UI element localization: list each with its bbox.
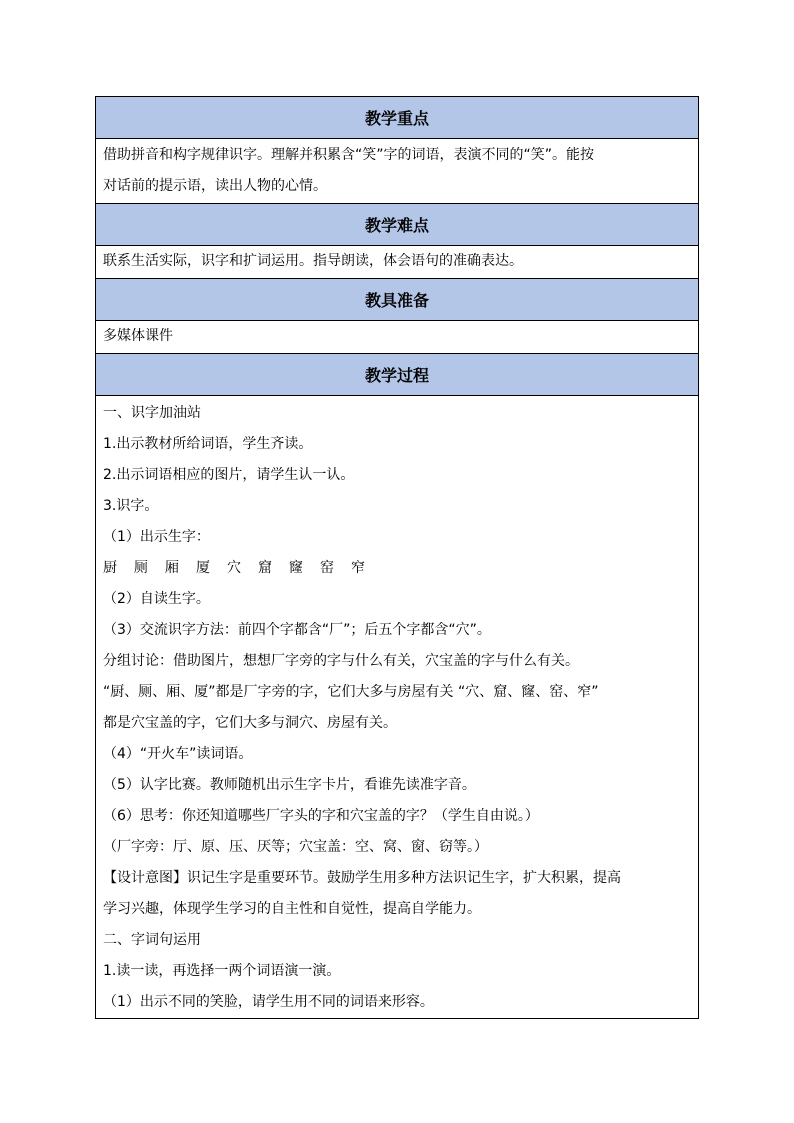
text-line: 学习兴趣，体现学生学习的自主性和自觉性，提高自学能力。 <box>103 901 481 917</box>
new-character: 窄 <box>351 560 365 576</box>
text-line: （6）思考：你还知道哪些厂字头的字和穴宝盖的字？（学生自由说。） <box>103 808 539 824</box>
text-line: 1.出示教材所给词语，学生齐读。 <box>103 436 313 452</box>
section-body-process <box>96 396 698 1018</box>
text-line: （3）交流识字方法：前四个字都含“厂”；后五个字都含“穴”。 <box>103 622 491 638</box>
new-character: 厢 <box>165 560 179 576</box>
section-body-difficulties <box>96 246 698 279</box>
new-character: 厕 <box>134 560 148 576</box>
new-character: 窑 <box>320 560 334 576</box>
text-line: （1）出示不同的笑脸，请学生用不同的词语来形容。 <box>103 994 434 1010</box>
text-line: 1.读一读，再选择一两个词语演一演。 <box>103 963 341 979</box>
lesson-plan-table <box>95 96 699 1019</box>
text-line: 联系生活实际，识字和扩词运用。指导朗读，体会语句的准确表达。 <box>103 253 523 269</box>
text-line: 2.出示词语相应的图片，请学生认一认。 <box>103 467 355 483</box>
section-body-materials <box>96 321 698 354</box>
text-line: “厨、厕、厢、厦”都是厂字旁的字，它们大多与房屋有关 “穴、窟、窿、窑、窄” <box>103 684 599 700</box>
text-line: （4）“开火车”读词语。 <box>103 746 253 762</box>
text-line: 借助拼音和构字规律识字。理解并积累含“笑”字的词语，表演不同的“笑”。能按 <box>103 147 595 163</box>
new-characters-line <box>103 553 692 584</box>
text-line: 3.识字。 <box>103 498 159 514</box>
section-heading-materials <box>96 279 698 321</box>
text-line: 一、识字加油站 <box>103 405 201 421</box>
heading-text: 教学难点 <box>364 216 429 235</box>
new-character: 厨 <box>103 560 117 576</box>
text-line: 【设计意图】识记生字是重要环节。鼓励学生用多种方法识记生字，扩大积累，提高 <box>103 870 621 886</box>
heading-text: 教具准备 <box>364 291 429 310</box>
section-heading-process <box>96 354 698 396</box>
text-line: 分组讨论：借助图片，想想厂字旁的字与什么有关，穴宝盖的字与什么有关。 <box>103 653 579 669</box>
text-line: 对话前的提示语，读出人物的心情。 <box>103 178 327 194</box>
section-heading-key-points <box>96 97 698 139</box>
new-character: 厦 <box>196 560 210 576</box>
text-line: 都是穴宝盖的字，它们大多与洞穴、房屋有关。 <box>103 715 397 731</box>
section-heading-difficulties <box>96 204 698 246</box>
text-line: 多媒体课件 <box>103 328 173 344</box>
new-character: 窿 <box>289 560 303 576</box>
heading-text: 教学重点 <box>364 109 429 128</box>
text-line: （1）出示生字： <box>103 529 210 545</box>
section-body-key-points <box>96 139 698 204</box>
text-line: （5）认字比赛。教师随机出示生字卡片，看谁先读准字音。 <box>103 777 476 793</box>
heading-text: 教学过程 <box>364 366 429 385</box>
new-character: 穴 <box>227 560 241 576</box>
text-line: （厂字旁：厅、原、压、厌等；穴宝盖：空、窝、窗、窃等。） <box>103 839 488 855</box>
text-line: （2）自读生字。 <box>103 591 210 607</box>
new-character: 窟 <box>258 560 272 576</box>
text-line: 二、字词句运用 <box>103 932 201 948</box>
